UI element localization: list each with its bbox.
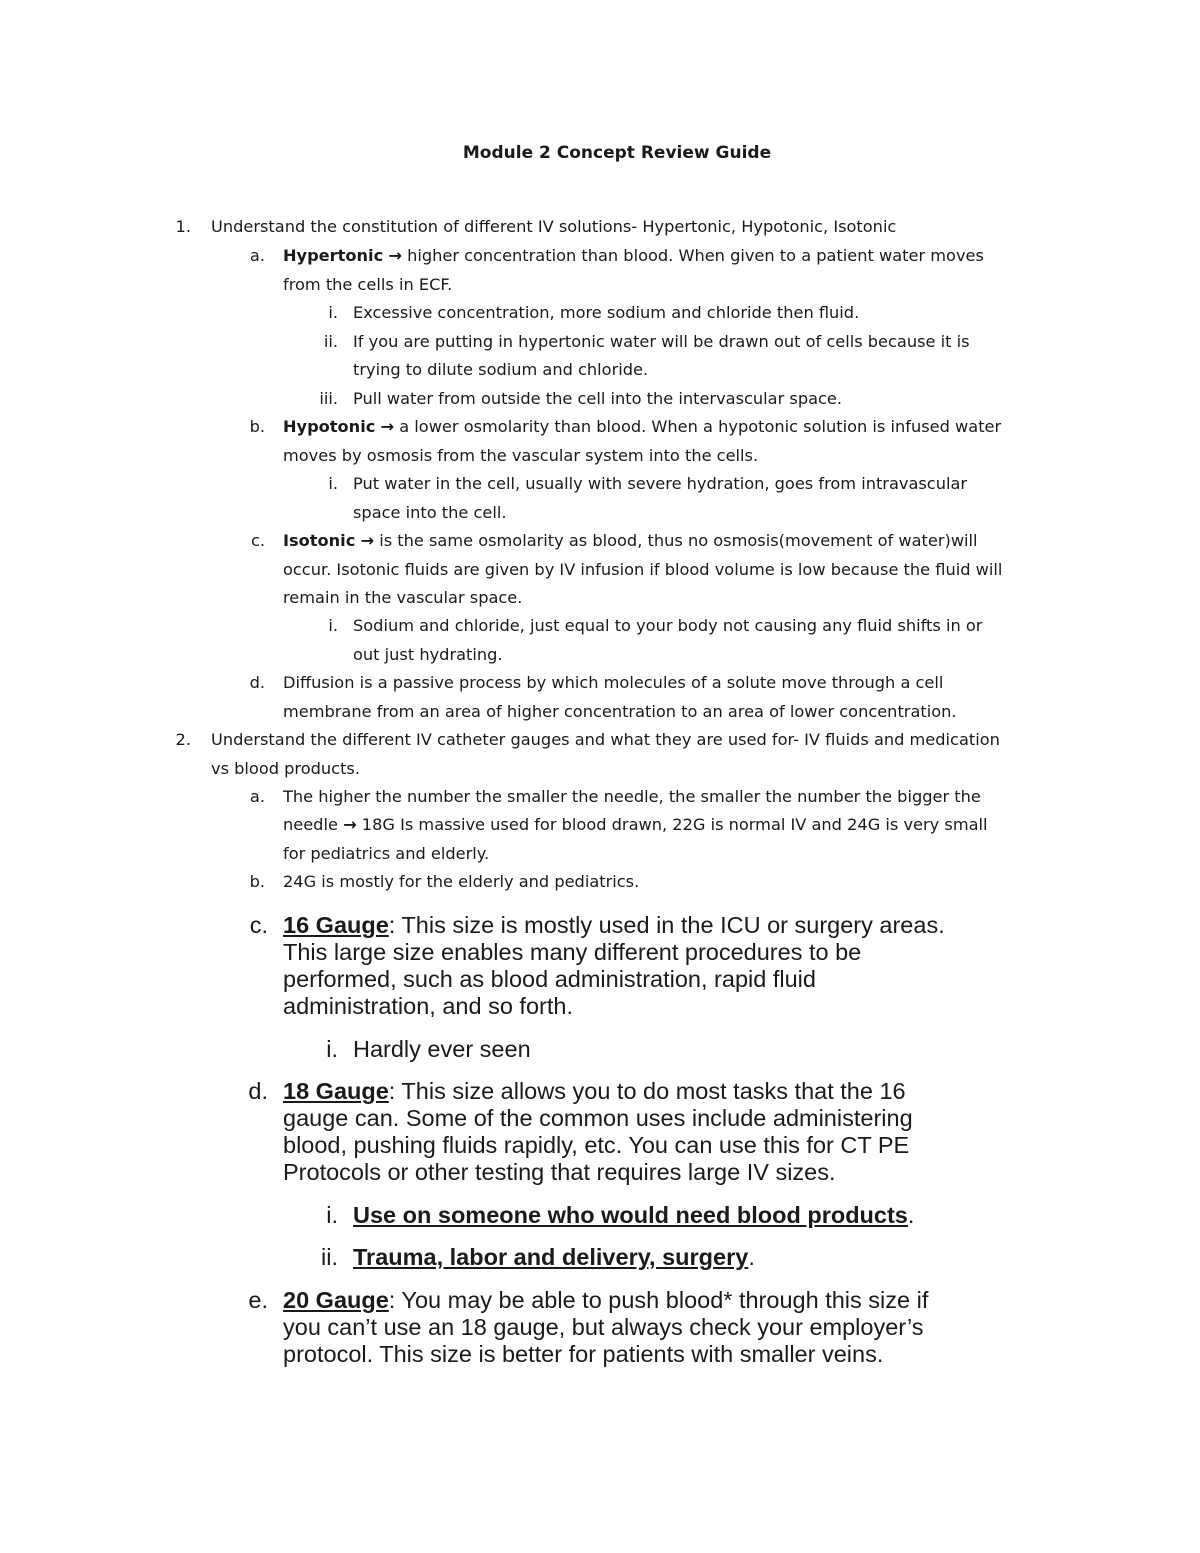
list-letter-b: b.: [249, 417, 265, 436]
list-letter-c: c.: [249, 912, 268, 938]
list-letter-a: a.: [249, 246, 265, 265]
item-2a-text-post: 18G Is massive used for blood drawn, 22G is normal IV and 24G is very small: [356, 815, 988, 834]
item-2d-line-4: Protocols or other testing that requires large IV sizes.: [283, 1159, 836, 1185]
list-roman-i: i.: [326, 1202, 338, 1228]
list-letter-a: a.: [249, 787, 265, 806]
item-1c-i-line-2: out just hydrating.: [353, 645, 503, 664]
item-1c-line-1: [283, 530, 978, 552]
list-roman-ii: ii.: [321, 1244, 338, 1270]
item-1d-line-2: membrane from an area of higher concentration to an area of lower concentration.: [283, 702, 957, 721]
item-2c-line-4: administration, and so forth.: [283, 993, 573, 1019]
item-1a-line-2: from the cells in ECF.: [283, 275, 453, 294]
isotonic-label: Isotonic: [283, 531, 356, 550]
item-1d-line-1: Diffusion is a passive process by which molecules of a solute move through a cell: [283, 673, 944, 692]
item-1b-line-1: [283, 416, 1001, 438]
item-2d-text: : This size allows you to do most tasks that the 16: [388, 1078, 906, 1104]
page-title: Module 2 Concept Review Guide: [462, 143, 772, 163]
item-2c-line-2: This large size enables many different procedures to be: [283, 939, 862, 965]
arrow-icon: →: [360, 531, 375, 550]
item-2a-line-3: for pediatrics and elderly.: [283, 844, 490, 863]
item-2d-ii: [353, 1244, 755, 1271]
arrow-icon: →: [380, 417, 395, 436]
list-letter-e: e.: [248, 1287, 268, 1313]
item-1c-text: is the same osmolarity as blood, thus no osmosis(movement of water)will: [374, 531, 978, 550]
list-letter-d: d.: [249, 673, 265, 692]
item-2d-line-2: gauge can. Some of the common uses include administering: [283, 1105, 913, 1131]
item-1-text: Understand the constitution of different IV solutions- Hypertonic, Hypotonic, Isotonic: [211, 217, 897, 236]
item-2d-ii-text: Trauma, labor and delivery, surgery: [353, 1244, 749, 1270]
gauge-18-label: 18 Gauge: [283, 1078, 389, 1104]
item-1a-i: Excessive concentration, more sodium and chloride then fluid.: [353, 303, 860, 322]
item-1b-i-line-2: space into the cell.: [353, 503, 507, 522]
list-roman-iii: iii.: [319, 389, 338, 408]
item-2d-line-3: blood, pushing fluids rapidly, etc. You can use this for CT PE: [283, 1132, 910, 1158]
list-roman-i: i.: [326, 1036, 338, 1062]
gauge-20-label: 20 Gauge: [283, 1287, 389, 1313]
item-1a-ii-line-2: trying to dilute sodium and chloride.: [353, 360, 649, 379]
list-roman-i: i.: [328, 616, 338, 635]
item-2b: 24G is mostly for the elderly and pediatrics.: [283, 872, 640, 891]
arrow-icon: →: [388, 246, 402, 265]
item-1b-line-2: moves by osmosis from the vascular system into the cells.: [283, 446, 759, 465]
period: .: [748, 1244, 755, 1270]
item-1a-ii-line-1: If you are putting in hypertonic water will be drawn out of cells because it is: [353, 332, 970, 351]
item-2-line-1: Understand the different IV catheter gauges and what they are used for- IV fluids and medication: [211, 730, 1000, 749]
list-number-1: 1.: [175, 217, 191, 236]
list-letter-d: d.: [248, 1078, 268, 1104]
list-roman-ii: ii.: [323, 332, 338, 351]
arrow-icon: →: [343, 815, 357, 834]
item-2e-line-3: protocol. This size is better for patients with smaller veins.: [283, 1341, 884, 1367]
item-2e-text: : You may be able to push blood* through this size if: [388, 1287, 929, 1313]
item-2d-i-text: Use on someone who would need blood products: [353, 1202, 908, 1228]
item-2a-line-1: The higher the number the smaller the needle, the smaller the number the bigger the: [283, 787, 981, 806]
item-2a-text-pre: needle: [283, 815, 344, 834]
hypotonic-label: Hypotonic: [283, 417, 376, 436]
item-2c-line-3: performed, such as blood administration, rapid fluid: [283, 966, 816, 992]
item-2c-text: : This size is mostly used in the ICU or surgery areas.: [388, 912, 945, 938]
item-2e-line-2: you can’t use an 18 gauge, but always check your employer’s: [283, 1314, 924, 1340]
item-2d-i: [353, 1202, 914, 1229]
list-number-2: 2.: [175, 730, 191, 749]
item-2c-i: Hardly ever seen: [353, 1036, 531, 1062]
item-2a-line-2: [283, 814, 988, 836]
list-letter-b: b.: [249, 872, 265, 891]
item-1a-line-1: [283, 245, 984, 267]
item-1b-i-line-1: Put water in the cell, usually with severe hydration, goes from intravascular: [353, 474, 968, 493]
period: .: [907, 1202, 915, 1228]
item-1c-line-3: remain in the vascular space.: [283, 588, 523, 607]
list-roman-i: i.: [328, 303, 338, 322]
item-1b-text: a lower osmolarity than blood. When a hypotonic solution is infused water: [394, 417, 1002, 436]
item-2d-line-1: [283, 1078, 906, 1105]
item-1a-text: higher concentration than blood. When given to a patient water moves: [401, 246, 984, 265]
gauge-16-label: 16 Gauge: [283, 912, 389, 938]
item-2e-line-1: [283, 1287, 928, 1314]
item-1c-i-line-1: Sodium and chloride, just equal to your body not causing any fluid shifts in or: [353, 616, 983, 635]
item-1c-line-2: occur. Isotonic fluids are given by IV infusion if blood volume is low because the fluid will: [283, 560, 1003, 579]
hypertonic-label: Hypertonic: [283, 246, 384, 265]
list-letter-c: c.: [250, 531, 265, 550]
list-roman-i: i.: [328, 474, 338, 493]
item-2-line-2: vs blood products.: [211, 759, 360, 778]
item-2c-line-1: [283, 912, 945, 939]
item-1a-iii: Pull water from outside the cell into the intervascular space.: [353, 389, 843, 408]
